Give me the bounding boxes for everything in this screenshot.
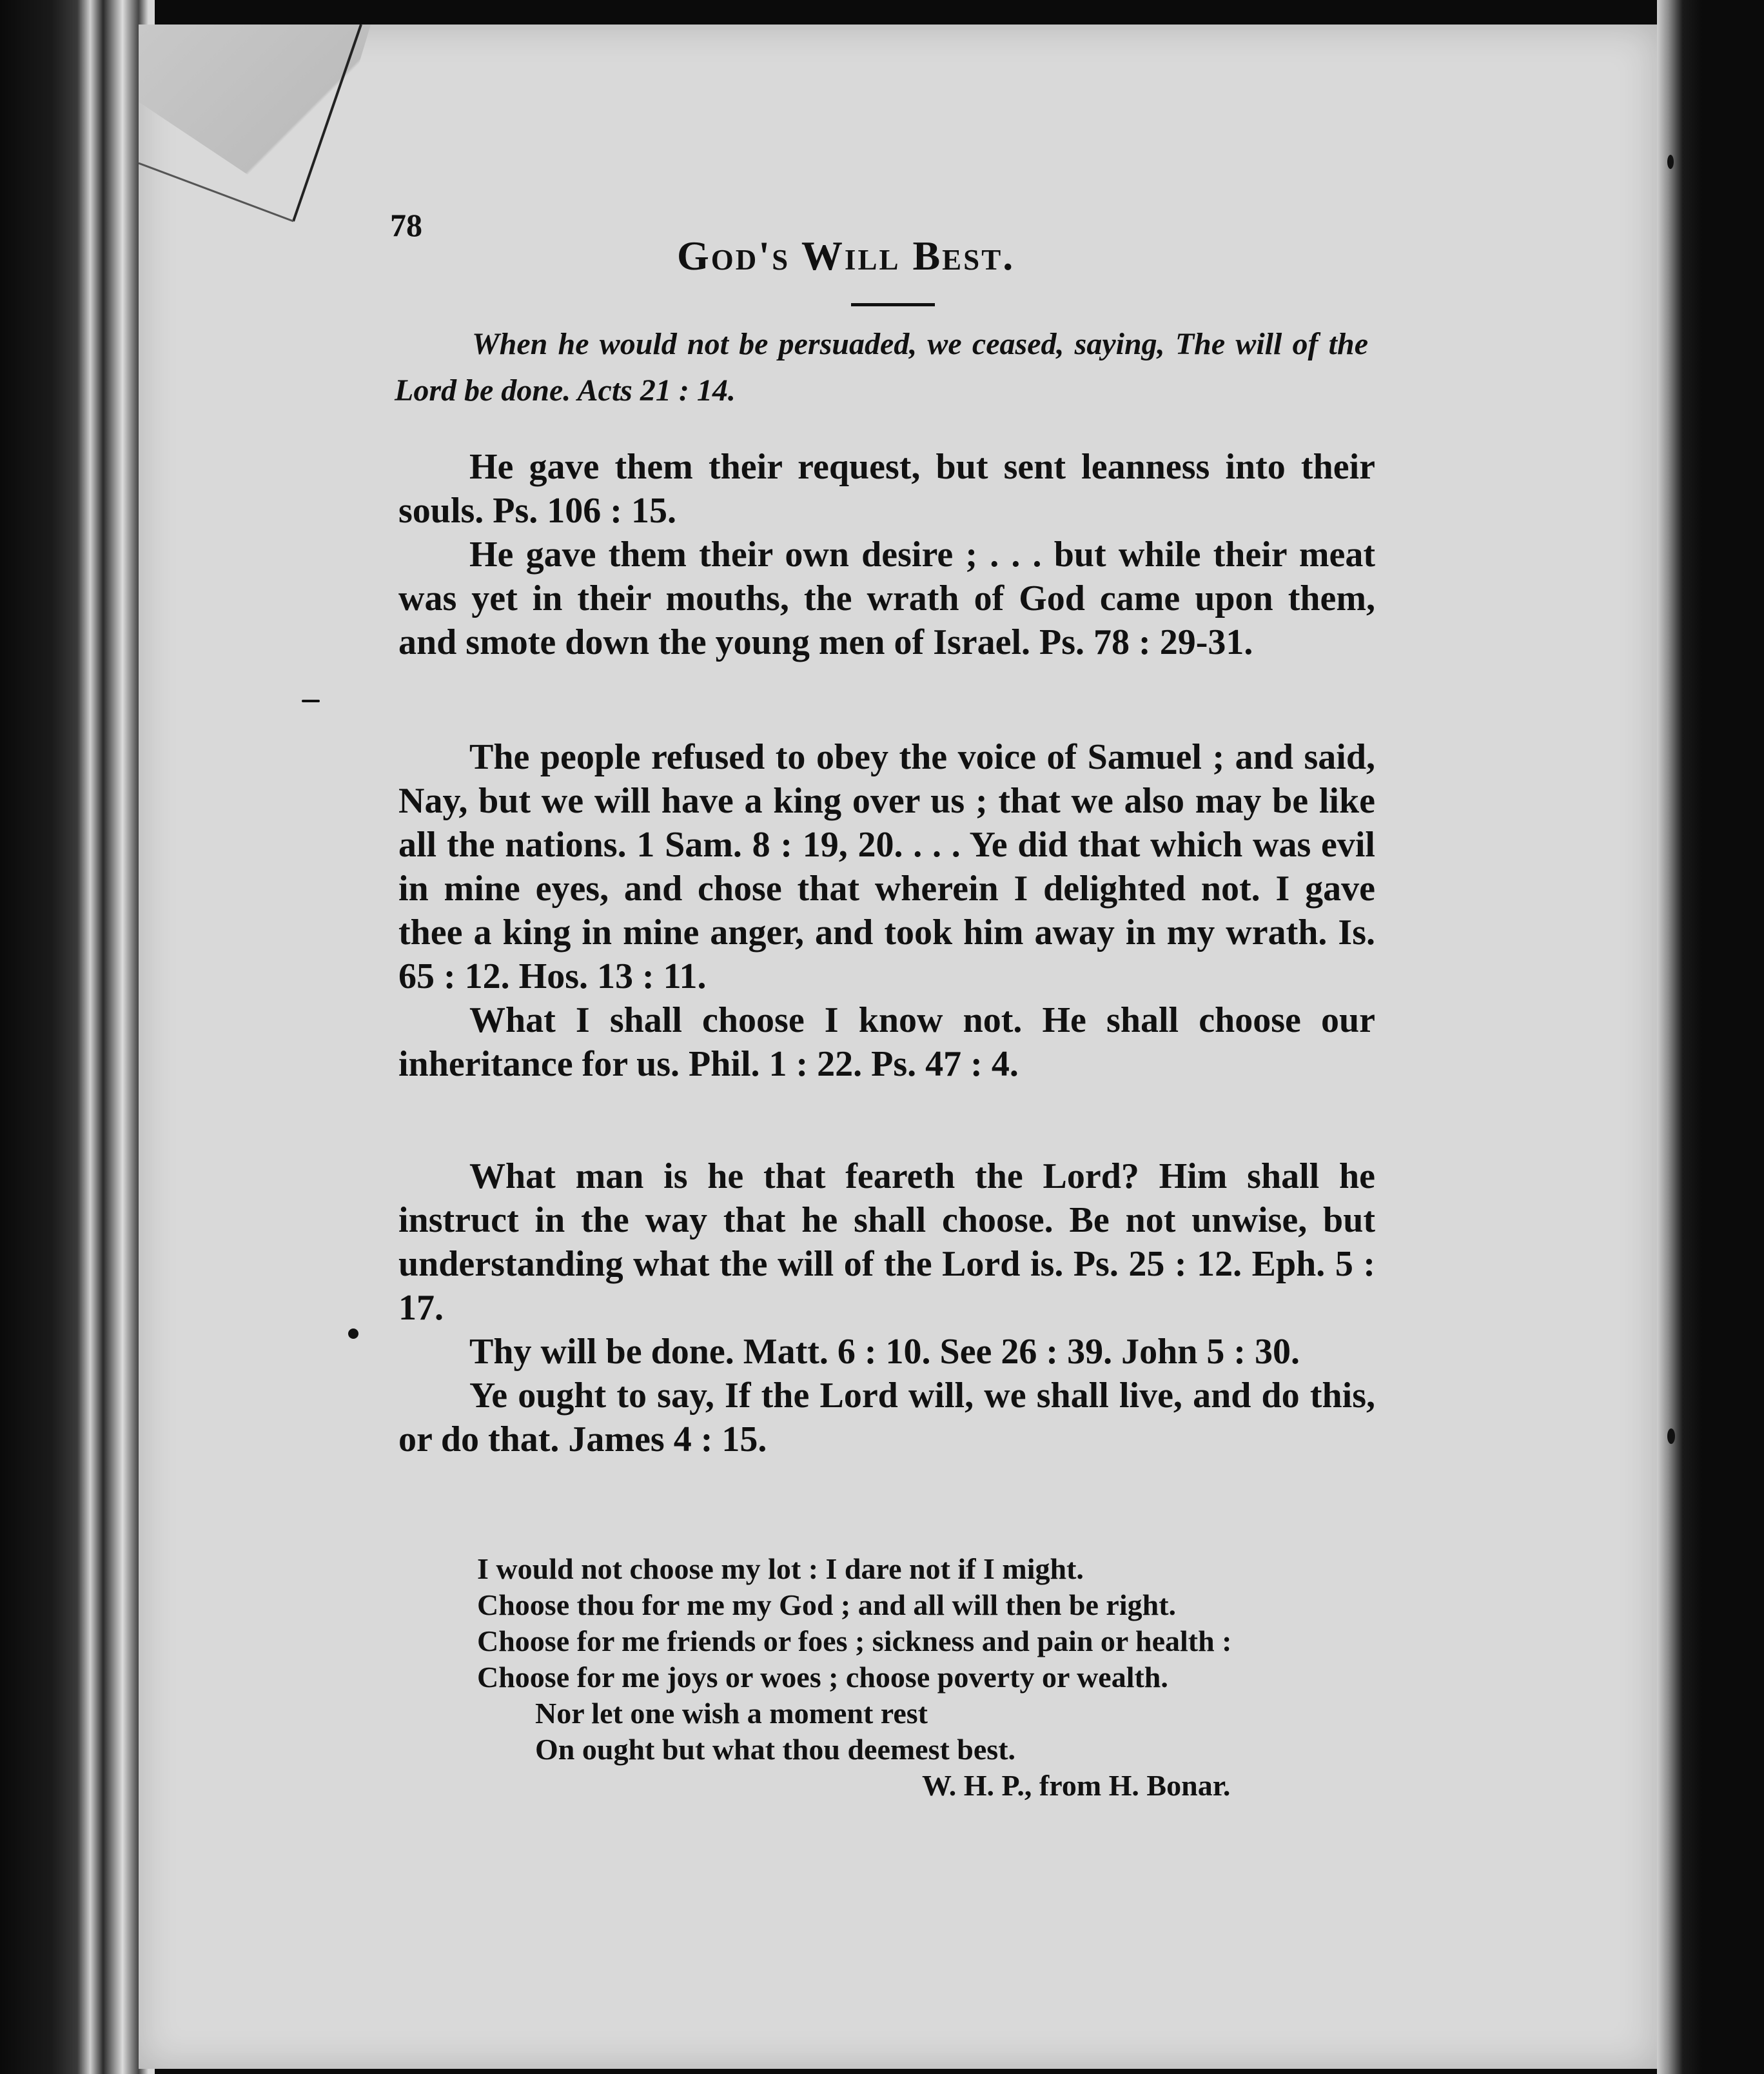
paragraph: Ye ought to say, If the Lord will, we shall live, and do this, or do that. James 4 : 15. xyxy=(398,1376,1375,1459)
poem-line: I would not choose my lot : I dare not if I might. xyxy=(477,1552,1084,1585)
paragraph-group-1 xyxy=(398,445,1375,664)
poem-line: Choose thou for me my God ; and all will then be right. xyxy=(477,1588,1177,1621)
paragraph: What I shall choose I know not. He shall choose our inheritance for us. Phil. 1 : 22. Ps. 47 : 4. xyxy=(398,1000,1375,1084)
paragraph: The people refused to obey the voice of Samuel ; and said, Nay, but we will have a king over us ; that we also may be like all the nations. 1 Sam. 8 : 19, 20. . . . Ye did that which was evil in mine eyes, and chose that wherein I delighted not. I gave thee a king in mine anger, and took him away in my wrath. Is. 65 : 12. Hos. 13 : 11. xyxy=(398,737,1375,996)
paragraph: He gave them their request, but sent leanness into their souls. Ps. 106 : 15. xyxy=(398,447,1375,531)
paragraph-group-3 xyxy=(398,1154,1375,1461)
page-title: God's Will Best. xyxy=(677,233,1015,279)
poem-line: On ought but what thou deemest best. xyxy=(535,1733,1016,1766)
page-number: 78 xyxy=(390,207,422,243)
ink-speck xyxy=(1667,155,1674,169)
poem-line: Choose for me joys or woes ; choose poverty or wealth. xyxy=(477,1661,1168,1694)
ink-speck xyxy=(302,700,320,702)
title-rule xyxy=(851,303,935,306)
epigraph: When he would not be persuaded, we ceased, saying, The will of the Lord be done. Acts 21 : 14. xyxy=(395,327,1368,408)
poem xyxy=(477,1551,1380,1804)
paragraph: What man is he that feareth the Lord? Him shall he instruct in the way that he shall choose. Be not unwise, but understanding what the will of the Lord is. Ps. 25 : 12. Eph. 5 : 17. xyxy=(398,1156,1375,1328)
poem-line: Nor let one wish a moment rest xyxy=(535,1697,928,1730)
ink-speck xyxy=(1667,1428,1675,1444)
poem-attribution: W. H. P., from H. Bonar. xyxy=(922,1769,1231,1802)
ink-speck xyxy=(348,1328,358,1339)
paragraph: Thy will be done. Matt. 6 : 10. See 26 : 39. John 5 : 30. xyxy=(469,1332,1300,1372)
poem-line: Choose for me friends or foes ; sickness and pain or health : xyxy=(477,1625,1232,1657)
paragraph-group-2 xyxy=(398,735,1375,1086)
paragraph: He gave them their own desire ; . . . but while their meat was yet in their mouths, the wrath of God came upon them, and smote down the young men of Israel. Ps. 78 : 29-31. xyxy=(398,535,1375,662)
